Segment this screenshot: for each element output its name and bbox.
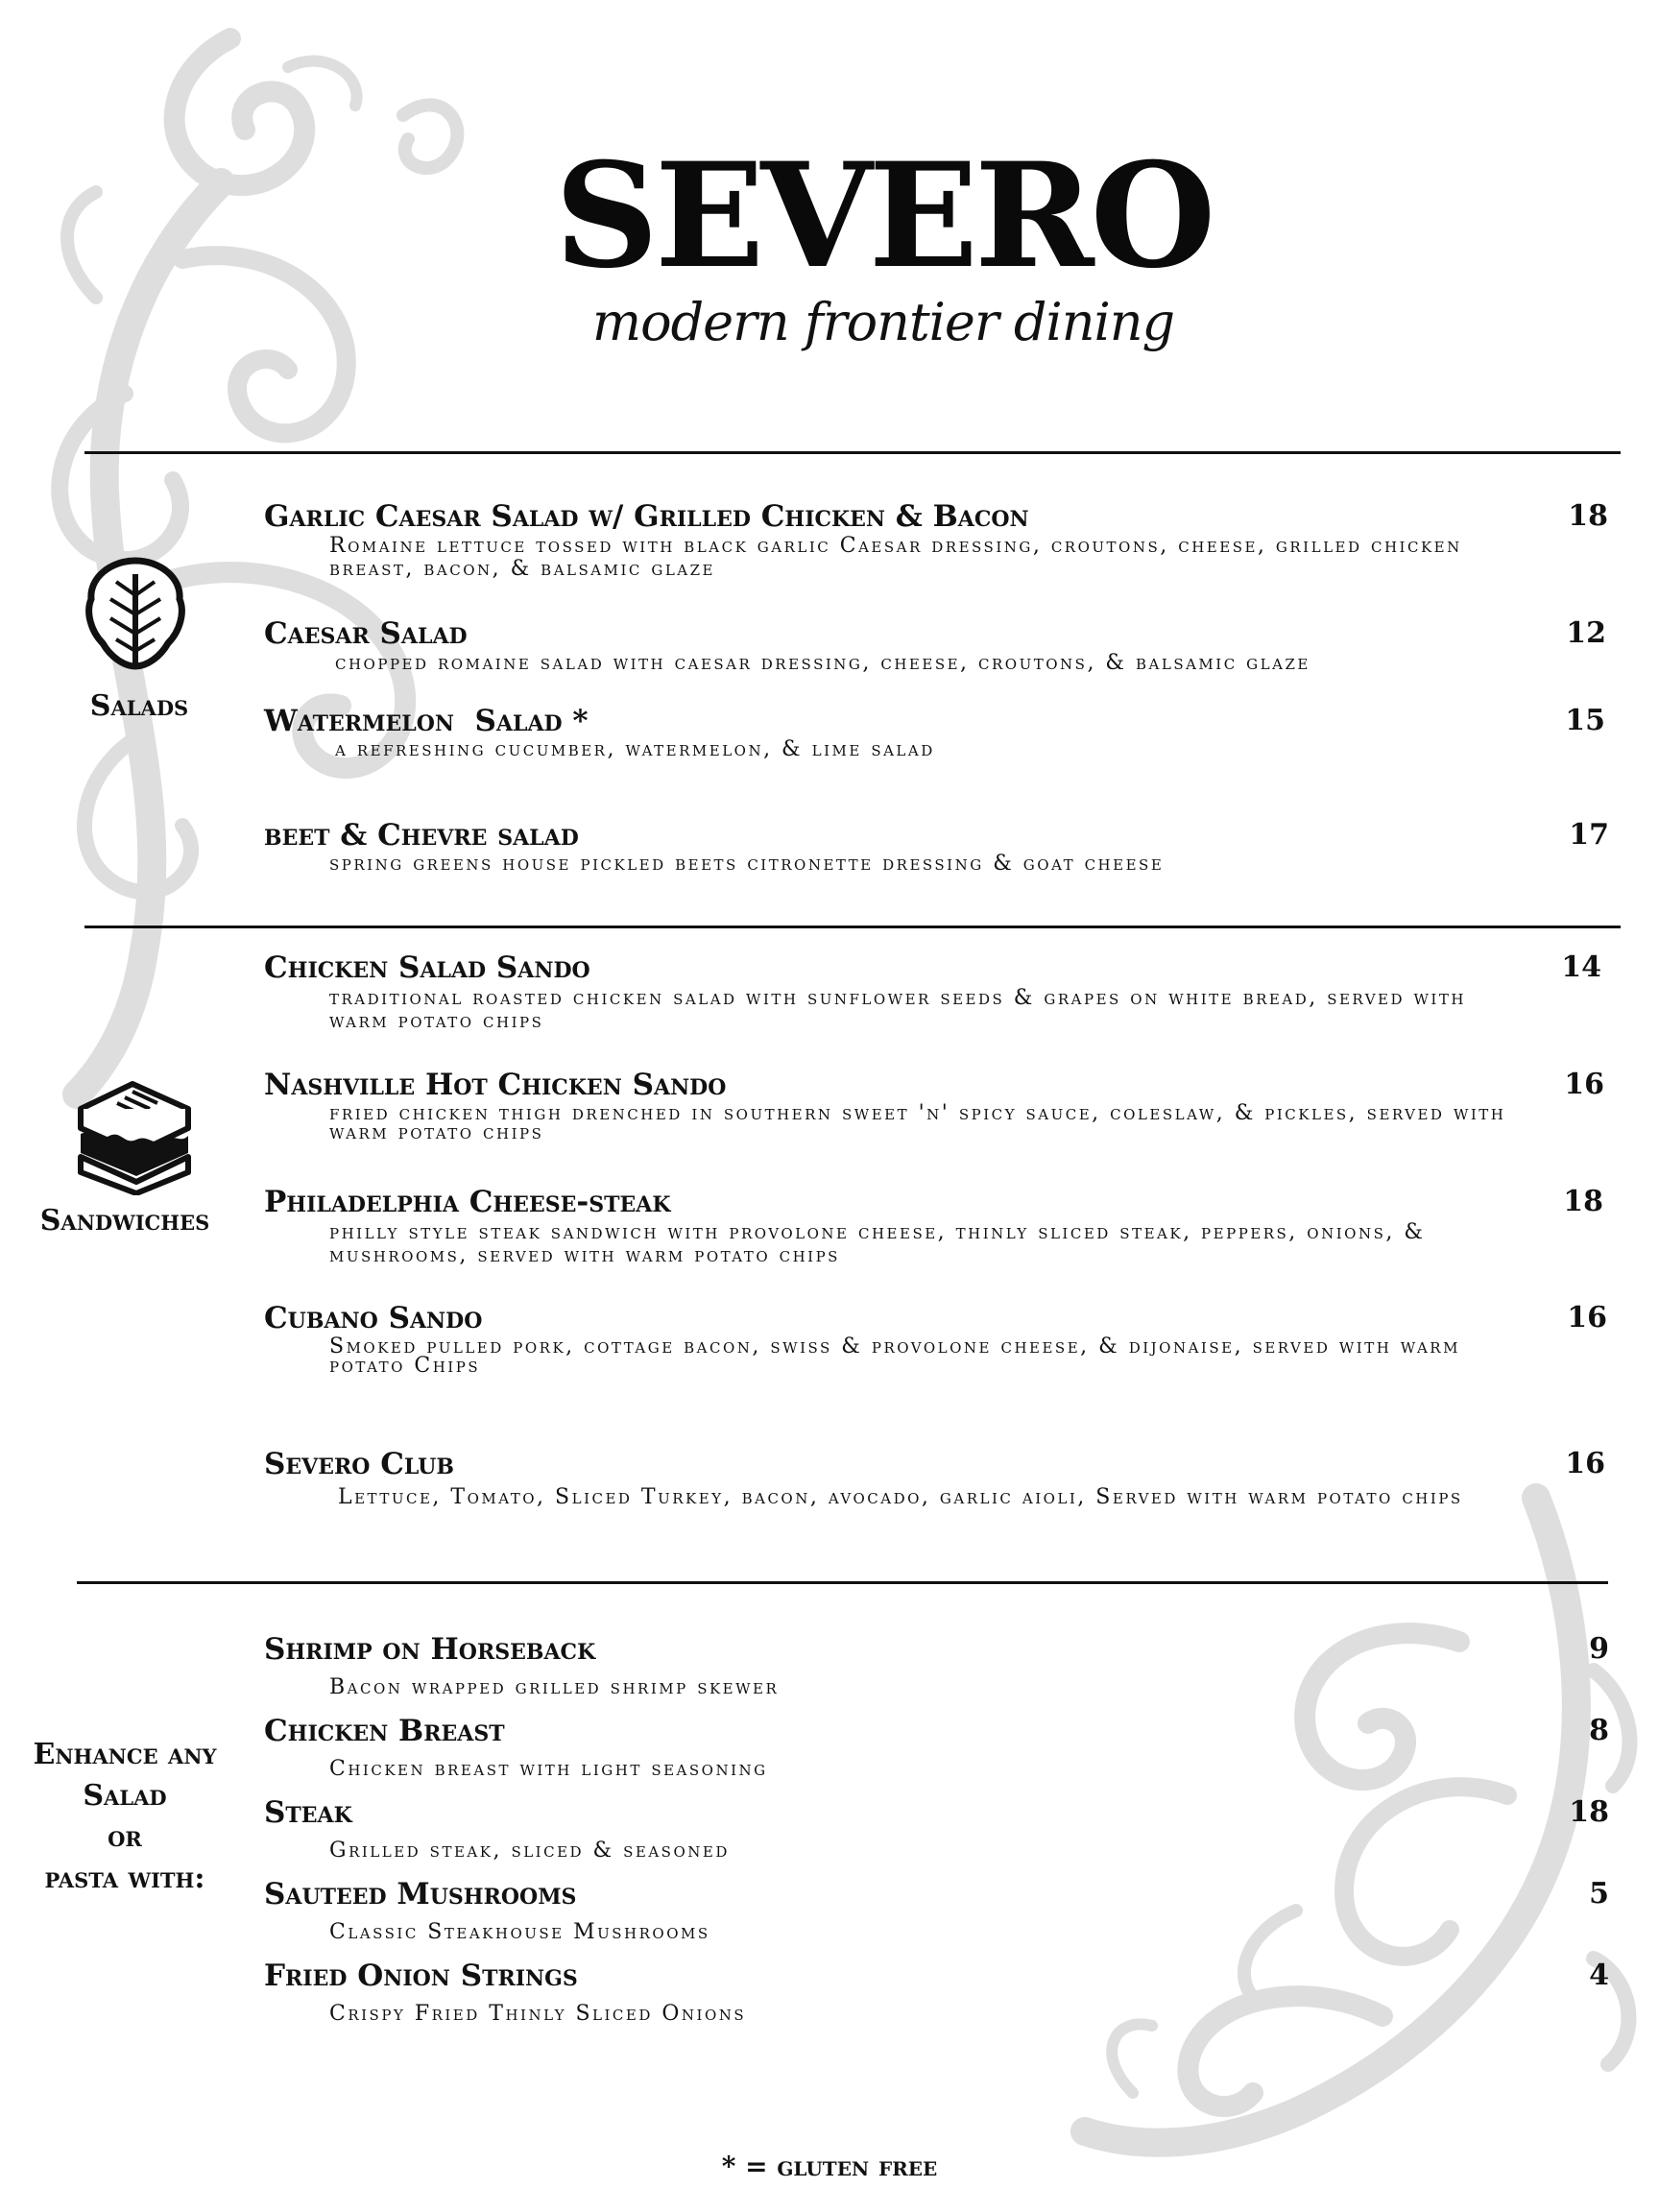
item-name: Cubano Sando <box>264 1301 483 1335</box>
brand-tagline: modern frontier dining <box>591 292 1175 352</box>
item-description: chopped romaine salad with caesar dressing, cheese, croutons, & balsamic glaze <box>335 651 1310 675</box>
item-description: Classic Steakhouse Mushrooms <box>329 1920 710 1944</box>
item-description: Lettuce, Tomato, Sliced Turkey, bacon, avocado, garlic aioli, Served with warm potato chips <box>338 1485 1463 1509</box>
item-description: Bacon wrapped grilled shrimp skewer <box>329 1675 780 1699</box>
gluten-free-note: * = gluten free <box>721 2151 938 2182</box>
item-price: 18 <box>1568 499 1608 533</box>
sandwich-icon <box>75 1080 195 1195</box>
item-price: 8 <box>1589 1714 1609 1747</box>
divider-salads-sandwiches <box>84 926 1621 928</box>
item-name: Caesar Salad <box>264 616 468 651</box>
item-price: 15 <box>1565 704 1605 737</box>
item-price: 5 <box>1589 1877 1609 1911</box>
item-price: 16 <box>1567 1301 1607 1334</box>
item-price: 4 <box>1589 1959 1609 1992</box>
item-price: 17 <box>1569 818 1609 852</box>
divider-top <box>84 451 1621 454</box>
item-price: 12 <box>1566 616 1606 650</box>
item-price: 18 <box>1563 1185 1603 1218</box>
brand-name: SEVERO <box>554 132 1213 301</box>
item-description: Chicken breast with light seasoning <box>329 1757 768 1781</box>
item-description: traditional roasted chicken salad with sunflower seeds & grapes on white bread, served with warm potato chips <box>329 986 1466 1033</box>
item-description: philly style steak sandwich with provolone cheese, thinly sliced steak, peppers, onions, & mushrooms, served with warm potato chips <box>329 1220 1426 1267</box>
item-name: Chicken Breast <box>264 1714 505 1748</box>
item-price: 14 <box>1561 950 1601 984</box>
enhance-label-line: or <box>108 1820 142 1854</box>
item-price: 16 <box>1564 1068 1604 1101</box>
item-name: Philadelphia Cheese-steak <box>264 1185 671 1219</box>
item-description: Romaine lettuce tossed with black garlic Caesar dressing, croutons, cheese, grilled chicken breast, bacon, & balsamic glaze <box>329 534 1462 581</box>
item-description: fried chicken thigh drenched in southern sweet 'n' spicy sauce, coleslaw, & pickles, served with warm potato chips <box>329 1101 1506 1144</box>
lettuce-icon <box>82 555 189 672</box>
item-name: beet & Chevre salad <box>264 818 579 853</box>
divider-sandwiches-enhance <box>77 1581 1608 1584</box>
item-description: Crispy Fried Thinly Sliced Onions <box>329 2002 747 2026</box>
item-name: Garlic Caesar Salad w/ Grilled Chicken & Bacon <box>264 499 1029 534</box>
item-price: 18 <box>1569 1795 1609 1829</box>
item-description: Smoked pulled pork, cottage bacon, swiss & provolone cheese, & dijonaise, served with warm potato Chips <box>329 1334 1460 1378</box>
item-name: Steak <box>264 1795 352 1830</box>
restaurant-logo <box>528 132 1238 352</box>
item-name: Severo Club <box>264 1447 454 1481</box>
item-name: Nashville Hot Chicken Sando <box>264 1068 727 1102</box>
item-description: spring greens house pickled beets citronette dressing & goat cheese <box>329 852 1165 876</box>
section-label-salads: Salads <box>89 689 189 723</box>
item-description: Grilled steak, sliced & seasoned <box>329 1839 730 1863</box>
enhance-label-line: Salad <box>83 1779 167 1813</box>
item-name: Shrimp on Horseback <box>264 1632 596 1667</box>
item-description: a refreshing cucumber, watermelon, & lime salad <box>335 737 935 761</box>
enhance-label-line: pasta with: <box>44 1862 205 1895</box>
item-price: 16 <box>1565 1447 1605 1480</box>
section-label-sandwiches: Sandwiches <box>39 1204 210 1238</box>
item-name: Sauteed Mushrooms <box>264 1877 577 1911</box>
item-price: 9 <box>1589 1632 1609 1666</box>
item-name: Fried Onion Strings <box>264 1959 578 1993</box>
section-label-enhance <box>10 1734 240 1899</box>
item-name: Chicken Salad Sando <box>264 950 590 985</box>
enhance-label-line: Enhance any <box>33 1738 217 1771</box>
item-name: Watermelon Salad * <box>264 704 589 738</box>
